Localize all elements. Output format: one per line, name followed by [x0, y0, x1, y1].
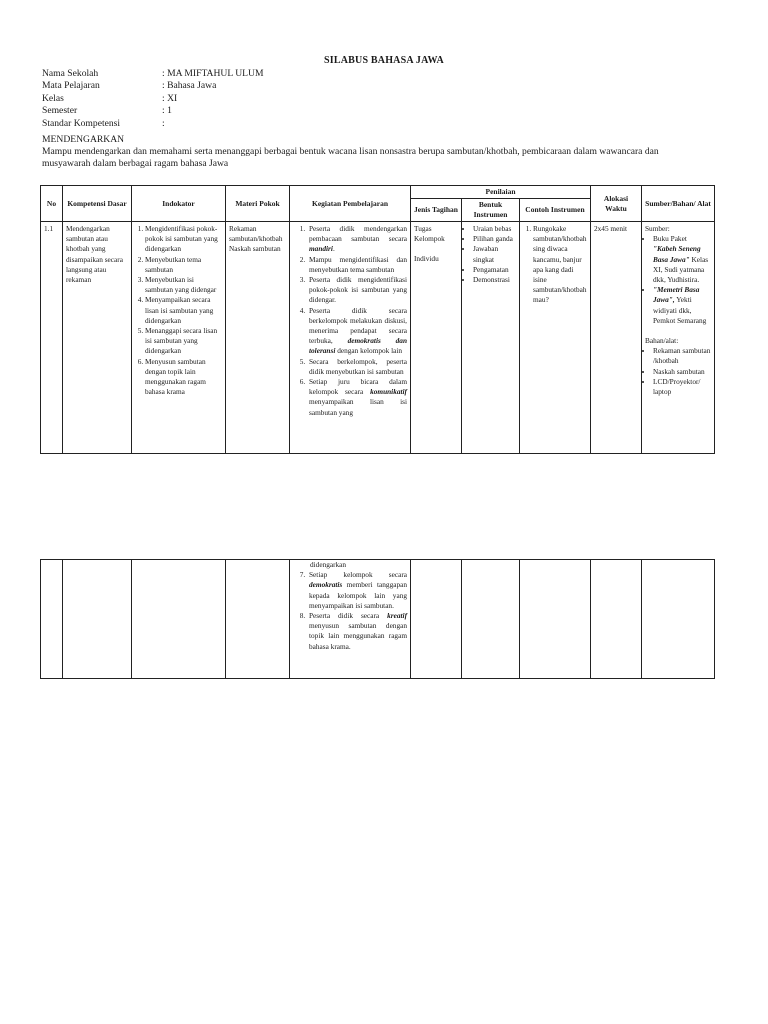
jenis-item: Tugas Kelompok: [414, 224, 445, 244]
cell-sumber: [642, 222, 715, 454]
list-item: [307, 224, 407, 255]
info-value: : 1: [162, 105, 172, 117]
info-label: Semester: [42, 105, 78, 117]
book-title: "Memetri Basa Jawa",: [653, 285, 700, 305]
activity-list: [293, 224, 407, 418]
competency-description: Mampu mendengarkan dan memahami serta menanggapi berbagai bentuk wacana lisan nonsastra berupa sambutan/khotbah, pembicaraan dalam wawancara dan musyawarah dalam berbagai ragam bahasa Jawa: [42, 146, 659, 170]
table-row: [41, 560, 715, 679]
header-contoh: Contoh Instrumen: [520, 199, 591, 222]
jenis-item: Individu: [414, 254, 439, 264]
bahan-heading: Bahan/alat:: [645, 336, 679, 346]
activity-text: memberi tanggapan kepada kelompok lain yang menyampaikan isi sambutan.: [309, 580, 408, 610]
header-kegiatan: Kegiatan Pembelajaran: [290, 186, 411, 222]
cell-kegiatan: [290, 222, 411, 454]
character-value: demokratis: [309, 580, 343, 590]
list-item: 2. Mampu mengidentifikasi dan menyebutkan tema sambutan: [307, 255, 407, 275]
character-value: mandiri: [309, 244, 333, 254]
header-kompetensi: Kompetensi Dasar: [63, 186, 132, 222]
info-label: Mata Pelajaran: [42, 80, 100, 92]
activity-text: dengan kelompok lain: [337, 346, 403, 356]
cell-bentuk: [462, 222, 520, 454]
header-penilaian: Penilaian: [411, 186, 591, 199]
info-label: Standar Kompetensi: [42, 117, 121, 129]
cell-indikator: [132, 222, 226, 454]
list-item: [307, 306, 407, 357]
list-item: 1. Mengidentifikasi pokok-pokok isi sambutan yang didengarkan: [145, 224, 222, 255]
list-item: • Pengamatan: [473, 265, 516, 275]
header-alokasi: Alokasi Waktu: [591, 186, 642, 222]
activity-text: Peserta didik secara berkelompok melakukan diskusi, menerima pendapat secara terbuka,: [309, 305, 407, 346]
activity-text: Setiap juru bicara dalam kelompok secara: [309, 377, 407, 397]
list-item: • Jawaban singkat: [473, 244, 516, 264]
list-item: [307, 377, 407, 418]
cell-kompetensi: Mendengarkan sambutan atau khotbah yang disampaikan secara langsung atau rekaman: [63, 222, 132, 454]
list-item: • Naskah sambutan: [653, 367, 711, 377]
list-item: • Uraian bebas: [473, 224, 516, 234]
list-item: [653, 285, 711, 326]
header-bentuk: Bentuk Instrumen: [462, 199, 520, 222]
list-item: [307, 611, 407, 652]
header-sumber: Sumber/Bahan/ Alat: [642, 186, 715, 222]
document-title: SILABUS BAHASA JAWA: [324, 55, 444, 66]
activity-text: .: [332, 244, 335, 254]
activity-text: Peserta didik secara: [309, 611, 380, 621]
activity-text: menyusun sambutan dengan topik lain menggunakan ragam bahasa krama.: [309, 621, 407, 651]
info-label: Nama Sekolah: [42, 68, 99, 79]
info-value: :: [162, 117, 165, 129]
list-item: 5. Secara berkelompok, peserta didik menyebutkan isi sambutan: [307, 357, 407, 377]
table-row: [41, 222, 715, 454]
character-value: kreatif: [387, 611, 408, 621]
activity-list: [293, 570, 407, 652]
header-no: No: [41, 186, 63, 222]
list-item: 4. Menyampaikan secara lisan isi sambutan yang didengarkan: [145, 295, 222, 326]
materi-item: Naskah sambutan: [229, 244, 281, 254]
cell-kegiatan: [290, 560, 411, 679]
character-value: komunikatif: [370, 387, 407, 397]
syllabus-table: [40, 185, 715, 454]
source-text: Kelas XI, Sudi yatmana dkk, Yudhistira.: [653, 254, 709, 285]
source-text: Buku Paket: [653, 234, 687, 244]
list-item: • Rekaman sambutan /khotbah: [653, 346, 711, 366]
cell-materi: [226, 222, 290, 454]
activity-text: menyampaikan lisan isi sambutan yang: [309, 397, 407, 417]
list-item: • Demonstrasi: [473, 275, 516, 285]
list-item: [307, 570, 407, 611]
source-text: Yekti widiyati dkk, Pemkot Semarang: [653, 295, 707, 325]
activity-continuation: didengarkan: [310, 560, 347, 569]
activity-text: Peserta didik mendengarkan pembacaan sambutan secara: [309, 224, 407, 244]
instrument-list: [465, 224, 516, 285]
list-item: • Pilihan ganda: [473, 234, 516, 244]
section-heading: MENDENGARKAN: [42, 134, 125, 145]
info-value: : MA MIFTAHUL ULUM: [162, 68, 264, 79]
activity-text: Setiap kelompok secara: [309, 570, 407, 580]
sumber-heading: Sumber:: [645, 224, 670, 233]
list-item: 3. Menyebutkan isi sambutan yang didengar: [145, 275, 222, 295]
header-materi: Materi Pokok: [226, 186, 290, 222]
list-item: [653, 234, 711, 285]
list-item: 6. Menyusun sambutan dengan topik lain menggunakan ragam bahasa krama: [145, 357, 222, 398]
cell-alokasi: 2x45 menit: [591, 222, 642, 454]
list-item: 5. Menanggapi secara lisan isi sambutan yang didengarkan: [145, 326, 222, 357]
cell-jenis: [411, 222, 462, 454]
example-list: [523, 224, 587, 306]
cell-no: 1.1: [41, 222, 63, 454]
syllabus-table-continued: [40, 559, 715, 679]
list-item: • LCD/Proyektor/ laptop: [653, 377, 711, 397]
header-jenis: Jenis Tagihan: [411, 199, 462, 222]
materi-item: Rekaman sambutan/khotbah: [229, 224, 283, 244]
info-value: : Bahasa Jawa: [162, 80, 217, 92]
source-list: [645, 234, 711, 326]
cell-contoh: [520, 222, 591, 454]
list-item: 2. Menyebutkan tema sambutan: [145, 255, 222, 275]
indicator-list: [135, 224, 222, 397]
list-item: 1. Rungokake sambutan/khotbah sing diwaca kancamu, banjur apa kang dadi isine sambutan/khotbah mau?: [533, 224, 587, 306]
character-value: demokratis dan toleransi: [309, 336, 407, 356]
header-indikator: Indokator: [132, 186, 226, 222]
list-item: 3. Peserta didik mengidentifikasi pokok-pokok isi sambutan yang didengar.: [307, 275, 407, 306]
book-title: "Kabeh Seneng Basa Jawa": [653, 244, 701, 264]
material-list: [645, 346, 711, 397]
info-value: : XI: [162, 92, 178, 104]
info-label: Kelas: [42, 92, 64, 104]
